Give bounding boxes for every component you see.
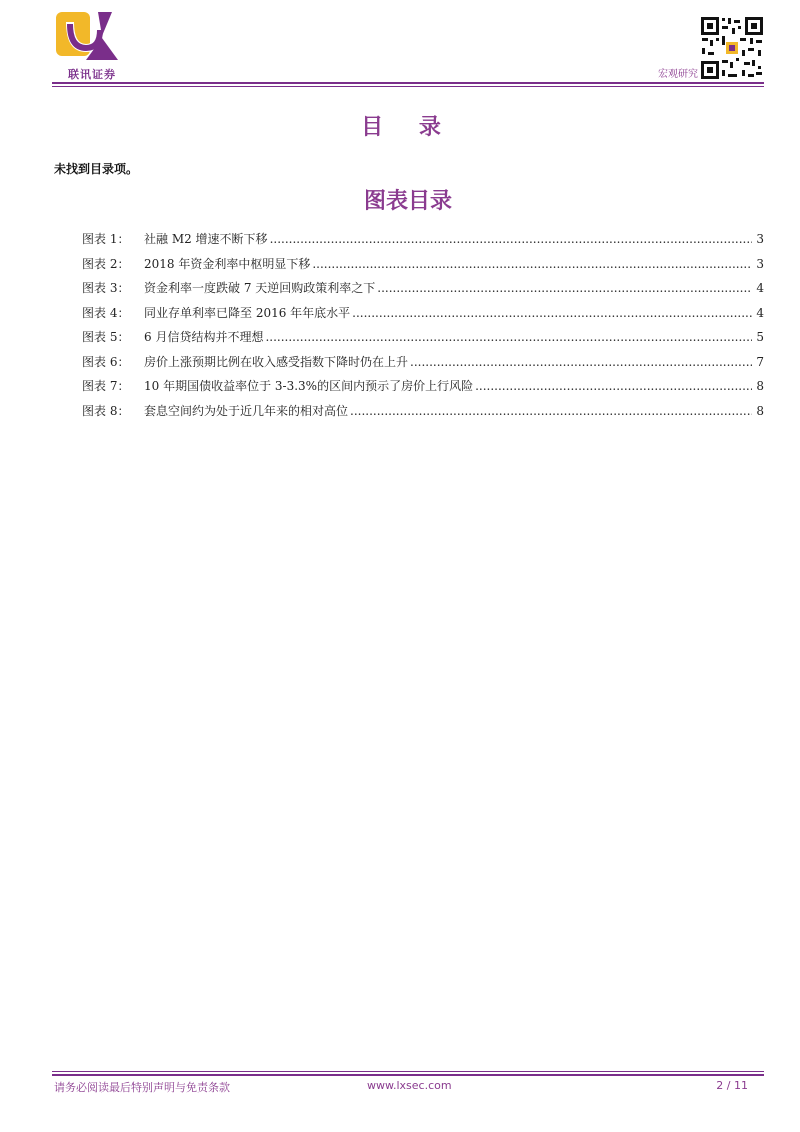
figure-list xyxy=(82,230,764,426)
figure-entry-3[interactable] xyxy=(82,279,764,304)
figure-caption: 2018 年资金利率中枢明显下移 xyxy=(144,256,311,271)
dot-leader xyxy=(352,306,752,320)
section-label: 宏观研究 xyxy=(658,69,698,80)
figure-entry-7[interactable] xyxy=(82,377,764,402)
dot-leader xyxy=(410,355,752,369)
figure-caption: 10 年期国债收益率位于 3-3.3%的区间内预示了房价上行风险 xyxy=(144,379,474,393)
brand-name: 联讯证券 xyxy=(68,68,116,81)
figure-list-title: 图表目录 xyxy=(363,188,452,214)
footer-rule-thin xyxy=(52,1071,764,1072)
figure-page-number: 7 xyxy=(756,354,764,369)
figure-entry-2[interactable] xyxy=(82,255,764,280)
dot-leader xyxy=(475,379,752,393)
footer-rule xyxy=(52,1074,764,1076)
figure-label: 图表 6： xyxy=(82,354,130,369)
footer-website-link[interactable]: www.lxsec.com xyxy=(367,1079,452,1092)
figure-label: 图表 2： xyxy=(82,256,130,271)
dot-leader xyxy=(377,281,752,295)
figure-page-number: 4 xyxy=(756,305,764,320)
header-rule-thin xyxy=(52,86,764,87)
figure-entry-4[interactable] xyxy=(82,304,764,329)
figure-label: 图表 5： xyxy=(82,330,130,344)
dot-leader xyxy=(265,330,752,344)
figure-caption: 资金利率一度跌破 7 天逆回购政策利率之下 xyxy=(144,281,376,295)
figure-label: 图表 7： xyxy=(82,379,130,393)
dot-leader xyxy=(270,232,752,246)
figure-page-number: 3 xyxy=(756,232,764,246)
figure-page-number: 8 xyxy=(756,379,764,393)
figure-entry-8[interactable] xyxy=(82,402,764,427)
qr-code-icon xyxy=(700,16,764,80)
header-rule xyxy=(52,82,764,84)
figure-label: 图表 8： xyxy=(82,403,130,418)
page-header xyxy=(0,0,800,90)
figure-page-number: 3 xyxy=(756,256,764,271)
toc-title: 目 录 xyxy=(361,114,455,140)
figure-caption: 套息空间约为处于近几年来的相对高位 xyxy=(144,403,349,418)
figure-page-number: 5 xyxy=(756,330,764,344)
figure-page-number: 8 xyxy=(756,403,764,418)
footer-disclaimer: 请务必阅读最后特别声明与免责条款 xyxy=(54,1081,230,1094)
figure-caption: 同业存单利率已降至 2016 年年底水平 xyxy=(144,305,351,320)
dot-leader xyxy=(350,404,752,418)
figure-label: 图表 4： xyxy=(82,305,130,320)
page-indicator: 2 / 11 xyxy=(716,1079,748,1092)
figure-caption: 6 月信贷结构并不理想 xyxy=(144,330,264,344)
figure-page-number: 4 xyxy=(756,281,764,295)
dot-leader xyxy=(312,257,752,271)
figure-label: 图表 3： xyxy=(82,281,130,295)
figure-caption: 社融 M2 增速不断下移 xyxy=(144,232,268,246)
figure-entry-5[interactable] xyxy=(82,328,764,353)
toc-empty-message: 未找到目录项。 xyxy=(54,162,139,176)
figure-entry-1[interactable] xyxy=(82,230,764,255)
figure-entry-6[interactable] xyxy=(82,353,764,378)
figure-label: 图表 1： xyxy=(82,232,130,246)
figure-caption: 房价上涨预期比例在收入感受指数下降时仍在上升 xyxy=(144,354,409,369)
